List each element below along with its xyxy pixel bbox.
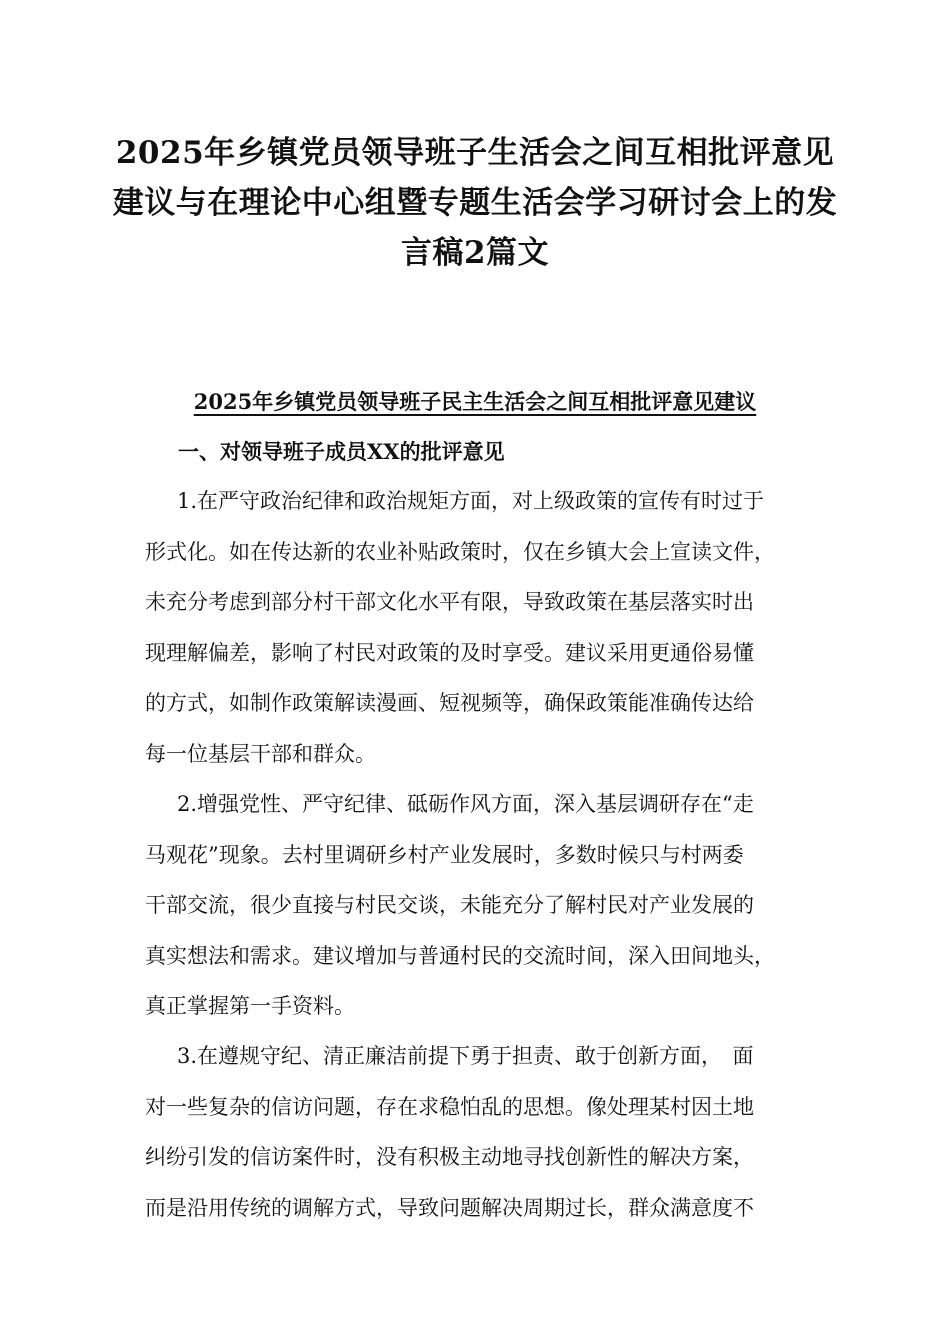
subheading: 一、对领导班子成员XX的批评意见 bbox=[178, 439, 505, 464]
paragraph-line: 现理解偏差，影响了村民对政策的及时享受。建议采用更通俗易懂 bbox=[145, 640, 754, 665]
paragraph-line: 而是沿用传统的调解方式，导致问题解决周期过长，群众满意度不 bbox=[145, 1195, 754, 1220]
section-title bbox=[100, 382, 850, 422]
paragraph-1 bbox=[145, 476, 825, 780]
paragraph-line: 2.增强党性、严守纪律、砥砺作风方面，深入基层调研存在“走 bbox=[177, 792, 754, 816]
paragraph-2 bbox=[145, 779, 825, 1032]
section-title-text: 2025年乡镇党员领导班子民主生活会之间互相批评意见建议 bbox=[193, 389, 757, 414]
paragraph-line: 3.在遵规守纪、清正廉洁前提下勇于担责、敢于创新方面， 面 bbox=[177, 1044, 754, 1068]
document-title-line: 言稿2篇文 bbox=[400, 235, 550, 271]
paragraph-line: 真正掌握第一手资料。 bbox=[145, 994, 355, 1019]
paragraph-line: 每一位基层干部和群众。 bbox=[145, 741, 376, 766]
paragraph-3 bbox=[145, 1031, 825, 1233]
paragraph-line: 马观花”现象。去村里调研乡村产业发展时，多数时候只与村两委 bbox=[145, 842, 744, 867]
paragraph-line: 干部交流，很少直接与村民交谈，未能充分了解村民对产业发展的 bbox=[145, 893, 754, 918]
paragraph-line: 1.在严守政治纪律和政治规矩方面，对上级政策的宣传有时过于 bbox=[177, 489, 765, 513]
paragraph-line: 真实想法和需求。建议增加与普通村民的交流时间，深入田间地头， bbox=[145, 943, 775, 968]
paragraph-line: 未充分考虑到部分村干部文化水平有限，导致政策在基层落实时出 bbox=[145, 590, 754, 615]
paragraph-line: 对一些复杂的信访问题，存在求稳怕乱的思想。像处理某村因土地 bbox=[145, 1094, 754, 1119]
document-title-line: 建议与在理论中心组暨专题生活会学习研讨会上的发 bbox=[112, 185, 838, 221]
document-title-line: 2025年乡镇党员领导班子生活会之间互相批评意见 bbox=[115, 135, 835, 171]
paragraph-line: 形式化。如在传达新的农业补贴政策时，仅在乡镇大会上宣读文件， bbox=[145, 539, 775, 564]
document-title bbox=[100, 128, 850, 278]
paragraph-line: 纠纷引发的信访案件时，没有积极主动地寻找创新性的解决方案， bbox=[145, 1145, 754, 1170]
paragraph-line: 的方式，如制作政策解读漫画、短视频等，确保政策能准确传达给 bbox=[145, 691, 754, 716]
